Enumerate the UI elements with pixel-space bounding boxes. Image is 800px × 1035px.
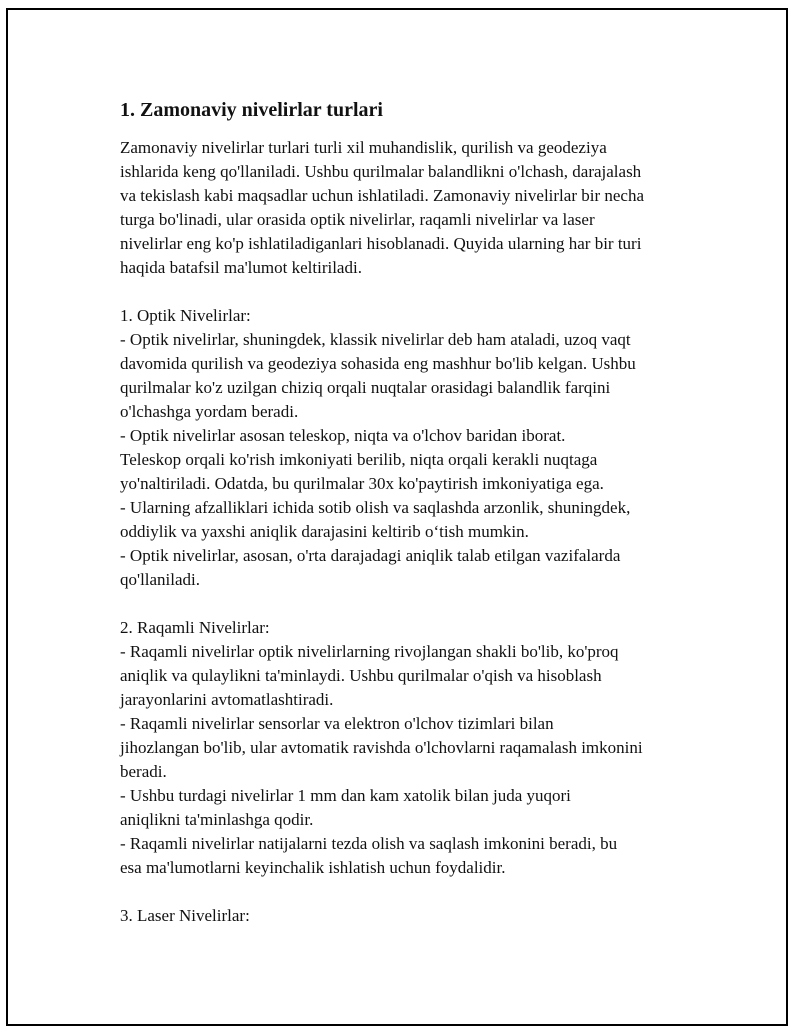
section-line: - Ushbu turdagi nivelirlar 1 mm dan kam xatolik bilan juda yuqori: [120, 786, 571, 805]
intro-paragraph: [120, 136, 710, 304]
intro-line: Zamonaviy nivelirlar turlari turli xil muhandislik, qurilish va geodeziya: [120, 138, 607, 157]
section-line: esa ma'lumotlarni keyinchalik ishlatish uchun foydalidir.: [120, 858, 506, 877]
paragraph-spacer: [120, 592, 710, 616]
section-line: o'lchashga yordam beradi.: [120, 402, 299, 421]
section-raqamli: [120, 616, 710, 904]
section-line: - Optik nivelirlar, shuningdek, klassik nivelirlar deb ham ataladi, uzoq vaqt: [120, 330, 631, 349]
section-line: Teleskop orqali ko'rish imkoniyati berilib, niqta orqali kerakli nuqtaga: [120, 450, 598, 469]
section-line: aniqlikni ta'minlashga qodir.: [120, 810, 314, 829]
section-line: - Optik nivelirlar asosan teleskop, niqta va o'lchov baridan iborat.: [120, 426, 566, 445]
intro-line: ishlarida keng qo'llaniladi. Ushbu qurilmalar balandlikni o'lchash, darajalash: [120, 162, 642, 181]
section-line: oddiylik va yaxshi aniqlik darajasini keltirib o‘tish mumkin.: [120, 522, 529, 541]
section-line: jarayonlarini avtomatlashtiradi.: [120, 690, 334, 709]
intro-line: nivelirlar eng ko'p ishlatiladiganlari hisoblanadi. Quyida ularning har bir turi: [120, 234, 642, 253]
section-line: - Raqamli nivelirlar natijalarni tezda olish va saqlash imkonini beradi, bu: [120, 834, 618, 853]
section-line: jihozlangan bo'lib, ular avtomatik ravishda o'lchovlarni raqamalash imkonini: [120, 738, 643, 757]
section-line: qurilmalar ko'z uzilgan chiziq orqali nuqtalar orasidagi balandlik farqini: [120, 378, 611, 397]
section-line: aniqlik va qulaylikni ta'minlaydi. Ushbu qurilmalar o'qish va hisoblash: [120, 666, 602, 685]
section-line: yo'naltiriladi. Odatda, bu qurilmalar 30x ko'paytirish imkoniyatiga ega.: [120, 474, 604, 493]
intro-line: va tekislash kabi maqsadlar uchun ishlatiladi. Zamonaviy nivelirlar bir necha: [120, 186, 645, 205]
section-title: 1. Optik Nivelirlar:: [120, 306, 251, 325]
document-body: [120, 98, 710, 928]
intro-line: haqida batafsil ma'lumot keltiriladi.: [120, 258, 362, 277]
paragraph-spacer: [120, 280, 710, 304]
section-line: qo'llaniladi.: [120, 570, 201, 589]
section-line: beradi.: [120, 762, 167, 781]
section-title: 2. Raqamli Nivelirlar:: [120, 618, 270, 637]
document-title: 1. Zamonaviy nivelirlar turlari: [120, 99, 383, 121]
section-title: 3. Laser Nivelirlar:: [120, 906, 250, 925]
section-line: - Ularning afzalliklari ichida sotib olish va saqlashda arzonlik, shuningdek,: [120, 498, 631, 517]
section-line: - Optik nivelirlar, asosan, o'rta darajadagi aniqlik talab etilgan vazifalarda: [120, 546, 621, 565]
paragraph-spacer: [120, 880, 710, 904]
section-line: - Raqamli nivelirlar sensorlar va elektron o'lchov tizimlari bilan: [120, 714, 554, 733]
section-line: davomida qurilish va geodeziya sohasida eng mashhur bo'lib kelgan. Ushbu: [120, 354, 636, 373]
section-line: - Raqamli nivelirlar optik nivelirlarning rivojlangan shakli bo'lib, ko'proq: [120, 642, 619, 661]
intro-line: turga bo'linadi, ular orasida optik nivelirlar, raqamli nivelirlar va laser: [120, 210, 595, 229]
section-optik: [120, 304, 710, 616]
page-frame: [6, 8, 788, 1026]
section-laser: [120, 904, 710, 928]
